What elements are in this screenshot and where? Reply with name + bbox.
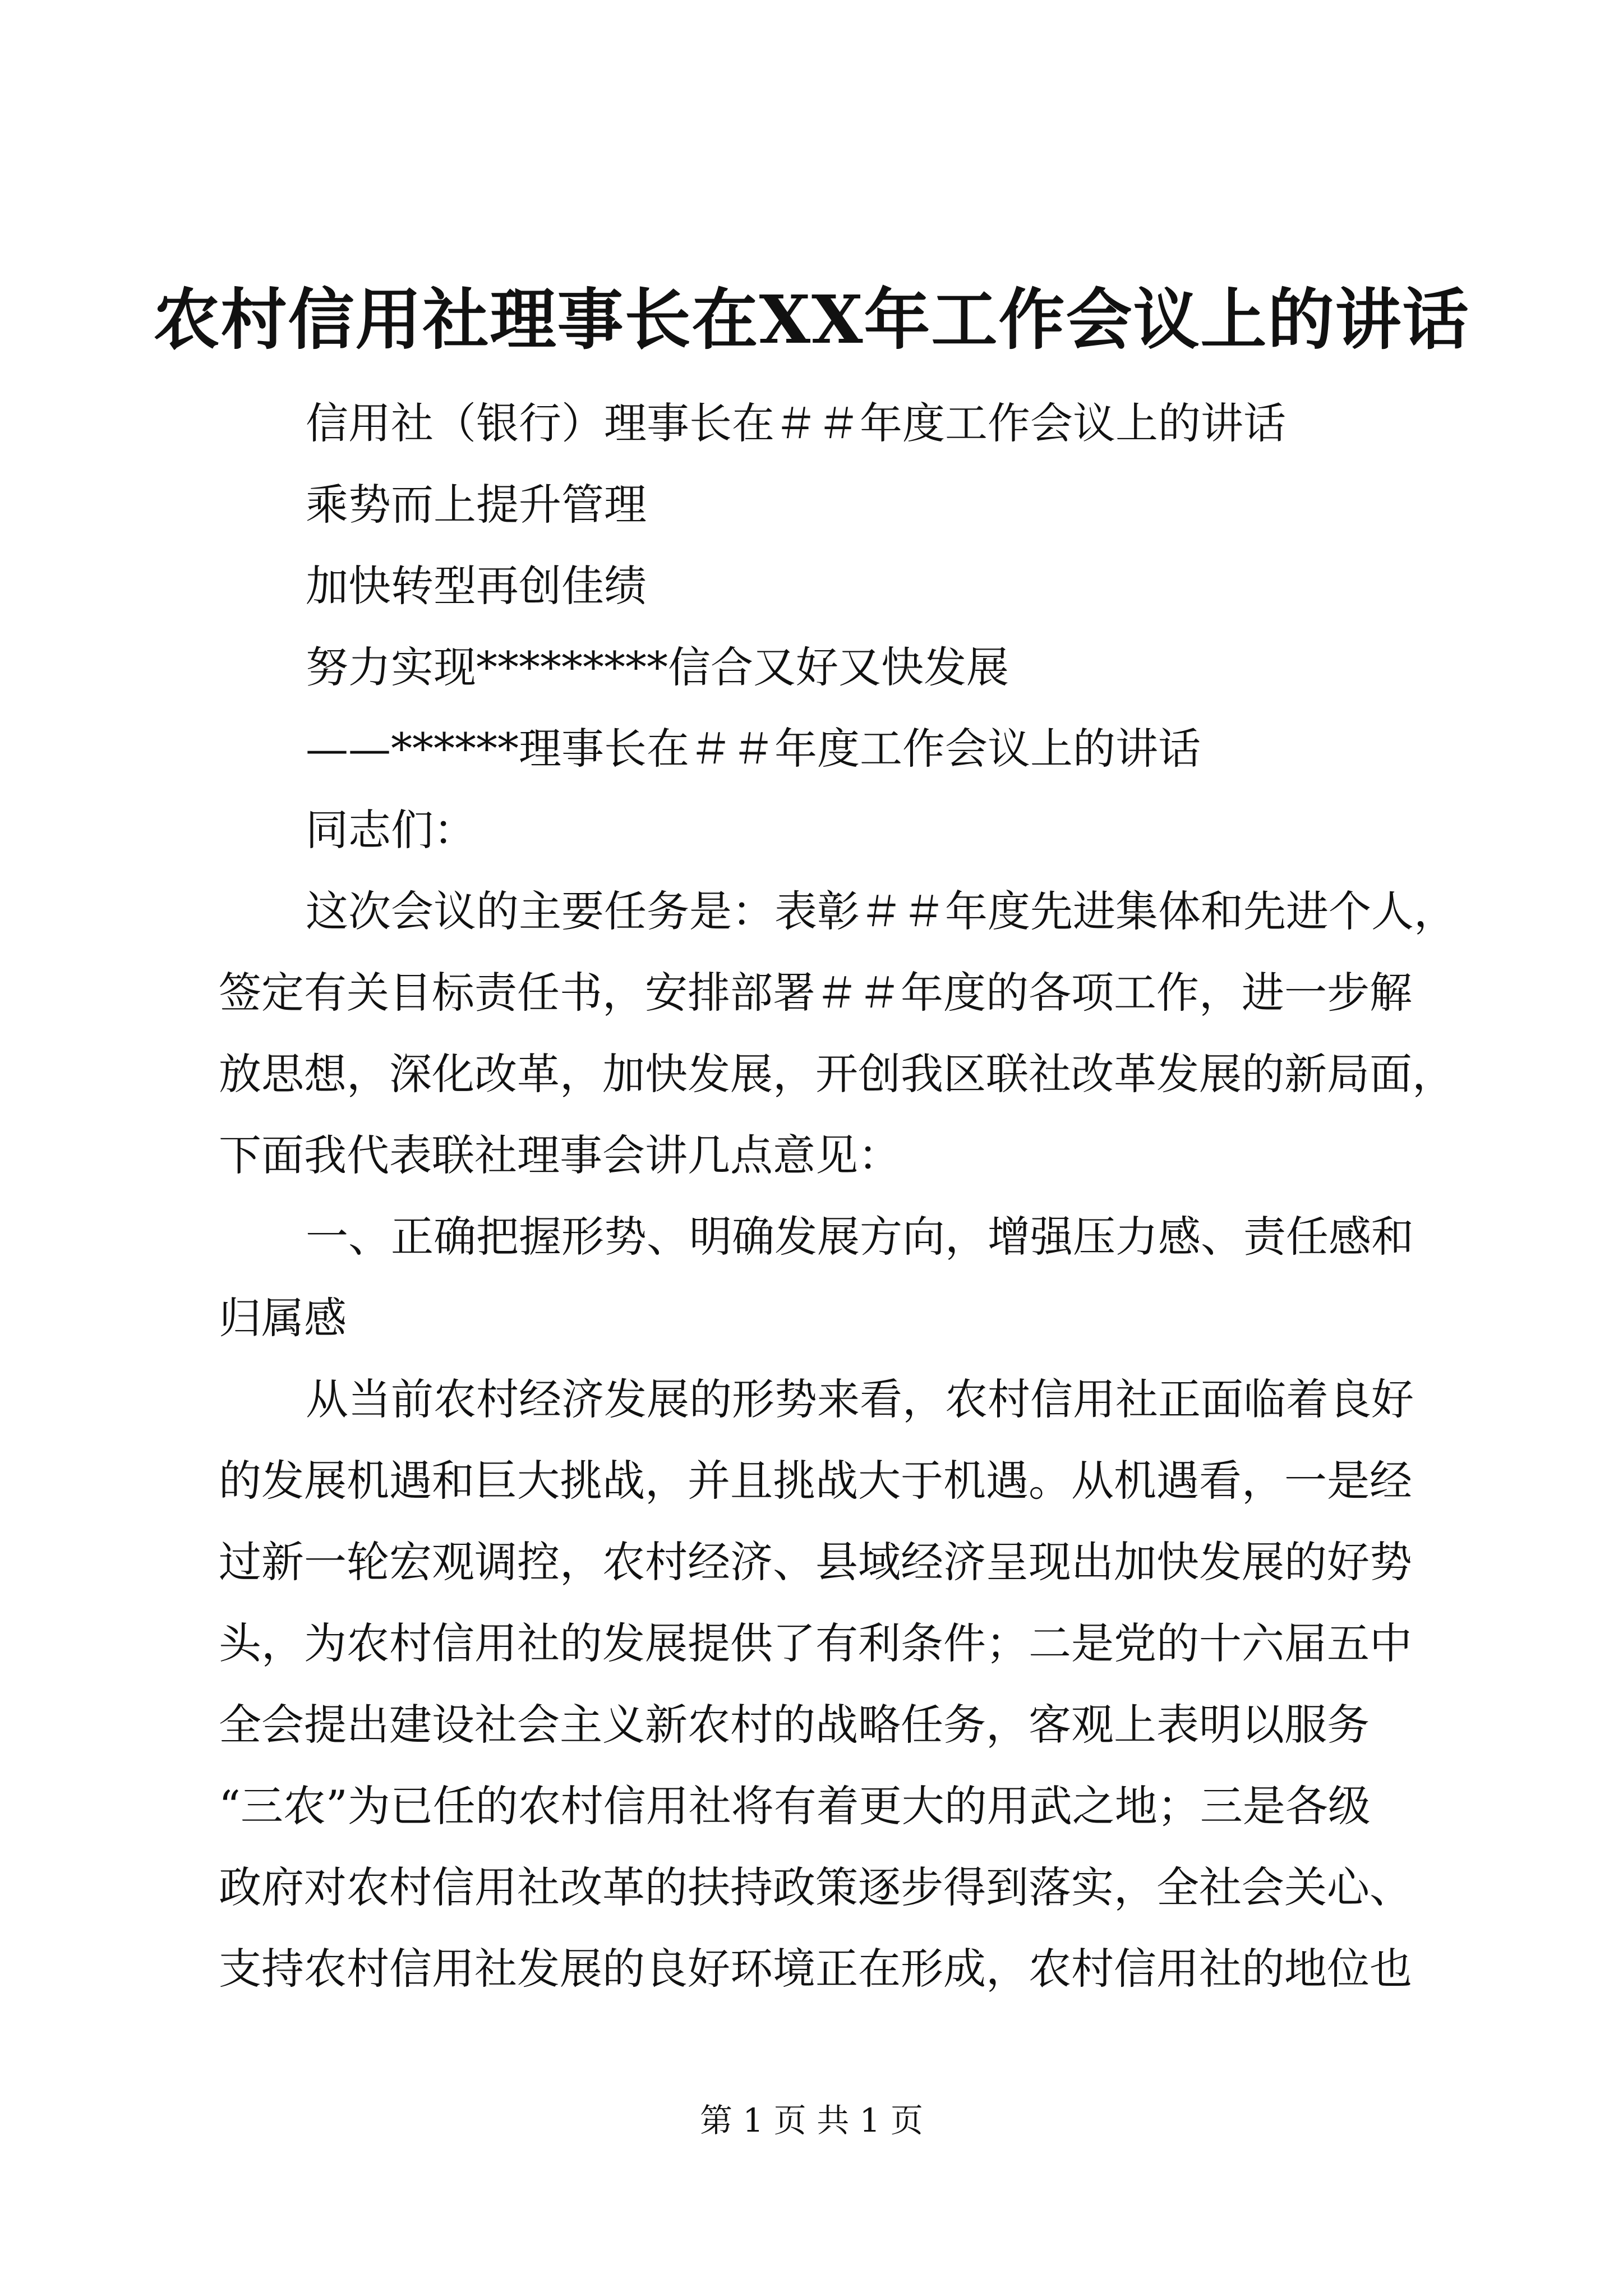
text-line: “三农”为已任的农村信用社将有着更大的用武之地；三是各级	[219, 1781, 1371, 1831]
document-title: 农村信用社理事长在XX年工作会议上的讲话	[153, 280, 1470, 358]
page-indicator: 第 1 页 共 1 页	[700, 2101, 923, 2139]
text-line: 归属感	[219, 1293, 347, 1343]
text-line: 的发展机遇和巨大挑战，并且挑战大于机遇。从机遇看，一是经	[219, 1456, 1412, 1506]
text-line: 政府对农村信用社改革的扶持政策逐步得到落实，全社会关心、	[219, 1862, 1412, 1912]
text-line: 一、正确把握形势、明确发展方向，增强压力感、责任感和	[306, 1212, 1414, 1262]
text-line: 签定有关目标责任书，安排部署＃＃年度的各项工作，进一步解	[219, 968, 1412, 1018]
text-line: 下面我代表联社理事会讲几点意见：	[219, 1130, 901, 1180]
text-line: 支持农村信用社发展的良好环境正在形成，农村信用社的地位也	[219, 1944, 1412, 1994]
text-line: 这次会议的主要任务是：表彰＃＃年度先进集体和先进个人，	[306, 886, 1456, 936]
text-line: 信用社（银行）理事长在＃＃年度工作会议上的讲话	[306, 398, 1286, 448]
text-line: 全会提出建设社会主义新农村的战略任务，客观上表明以服务	[219, 1700, 1370, 1750]
text-line: 同志们：	[306, 805, 476, 855]
text-line: 头，为农村信用社的发展提供了有利条件；二是党的十六届五中	[219, 1618, 1412, 1668]
text-line: 乘势而上提升管理	[306, 480, 647, 530]
text-line: 放思想，深化改革，加快发展，开创我区联社改革发展的新局面，	[219, 1049, 1455, 1099]
text-line: 从当前农村经济发展的形势来看，农村信用社正面临着良好	[306, 1374, 1414, 1424]
text-line: 过新一轮宏观调控，农村经济、县域经济呈现出加快发展的好势	[219, 1537, 1412, 1587]
text-line: 加快转型再创佳绩	[306, 561, 647, 611]
text-line: ——******理事长在＃＃年度工作会议上的讲话	[306, 724, 1201, 774]
text-line: 努力实现*********信合又好又快发展	[306, 642, 1009, 692]
